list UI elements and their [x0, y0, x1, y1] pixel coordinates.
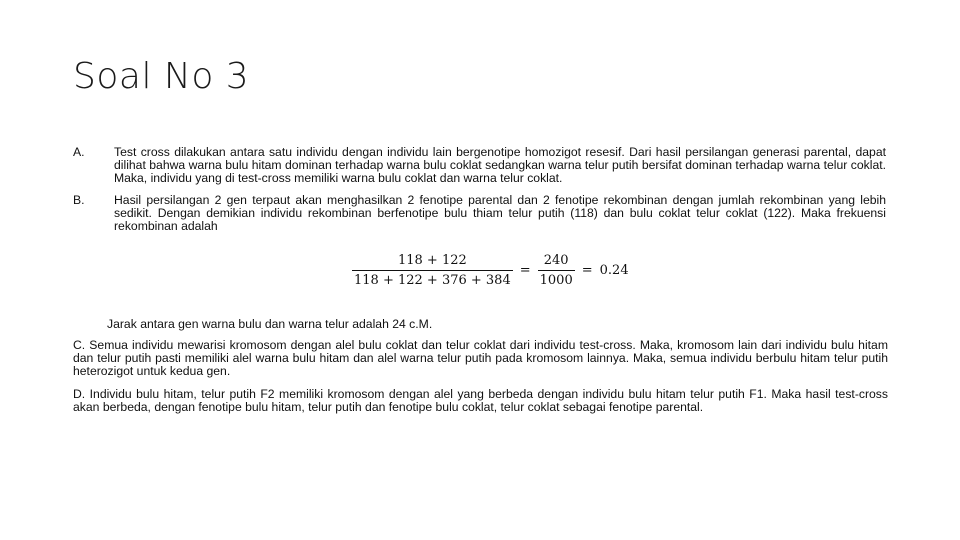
answer-item-b	[73, 194, 888, 236]
answer-text-a: Test cross dilakukan antara satu individu dengan individu lain bergenotipe homozigot resesif. Dari hasil persilangan generasi parental, dapat dilihat bahwa warna bulu hitam dominan terhadap warna bulu coklat sedangkan warna telur putih bersifat dominan terhadap warna telur coklat. Maka, individu yang di test-cross memiliki warna bulu coklat dan warna telur coklat.	[114, 145, 886, 186]
slide-title: Soal No 3	[73, 56, 250, 97]
fraction-1-bar	[352, 270, 513, 271]
fraction-2-bar	[538, 270, 575, 271]
formula-result: 0.24	[599, 263, 629, 278]
fraction-2-numerator: 240	[543, 253, 569, 268]
answer-paragraph-d: D. Individu bulu hitam, telur putih F2 memiliki kromosom dengan alel yang berbeda dengan individu bulu hitam telur putih F1. Maka hasil test-cross akan berbeda, dengan fenotipe bulu hitam, telur putih dan fenotipe bulu coklat, telur coklat sebagai fenotipe parental.	[73, 387, 888, 415]
answer-marker-b: B.	[73, 193, 85, 207]
equals-sign-2: =	[581, 263, 593, 278]
fraction-1-denominator: 118 + 122 + 376 + 384	[354, 273, 511, 288]
recombination-formula	[352, 253, 629, 288]
answer-text-b: Hasil persilangan 2 gen terpaut akan menghasilkan 2 fenotipe parental dan 2 fenotipe rekombinan dengan jumlah rekombinan yang lebih sedikit. Dengan demikian individu rekombinan berfenotipe bulu thiam telur putih (118) dan bulu coklat telur coklat (122). Maka frekuensi rekombinan adalah	[114, 193, 886, 234]
answer-paragraph-c: C. Semua individu mewarisi kromosom dengan alel bulu coklat dan telur coklat dari individu test-cross. Maka, kromosom lain dari individu bulu hitam dan telur putih pasti memiliki alel warna bulu hitam dan alel warna telur putih pada kromosom lainnya. Maka, semua individu berbulu hitam telur putih heterozigot untuk kedua gen.	[73, 338, 888, 379]
fraction-2	[538, 253, 575, 288]
equals-sign-1: =	[519, 263, 531, 278]
fraction-1	[352, 253, 513, 288]
gene-distance-text: Jarak antara gen warna bulu dan warna telur adalah 24 c.M.	[107, 317, 433, 331]
answer-item-a	[73, 146, 888, 188]
fraction-2-denominator: 1000	[539, 273, 573, 288]
answer-marker-a: A.	[73, 145, 85, 159]
fraction-1-numerator: 118 + 122	[397, 253, 467, 268]
